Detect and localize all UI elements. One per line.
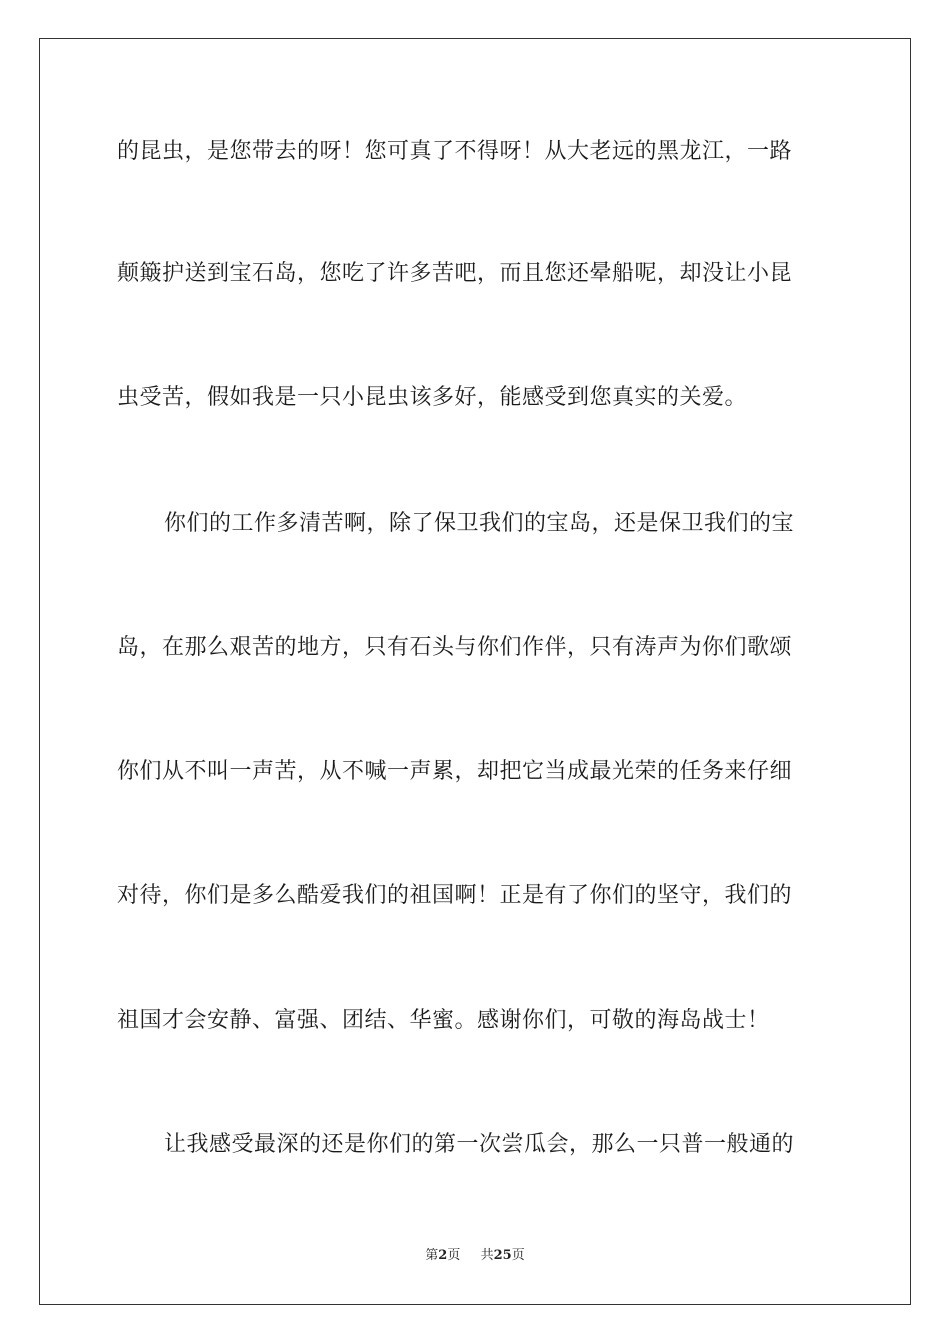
page-prefix: 第 [425, 1248, 439, 1263]
body-text-line: 虫受苦，假如我是一只小昆虫该多好，能感受到您真实的关爱。 [117, 385, 748, 410]
total-prefix: 共 [480, 1248, 494, 1263]
page-suffix: 页 [447, 1248, 461, 1263]
body-text-line: 祖国才会安静、富强、团结、华蜜。感谢你们，可敬的海岛战士！ [117, 1008, 770, 1033]
total-pages: 25 [493, 1248, 512, 1263]
paragraph-first-line: 你们的工作多清苦啊，除了保卫我们的宝岛，还是保卫我们的宝 [164, 511, 795, 536]
paragraph-first-line: 让我感受最深的还是你们的第一次尝瓜会，那么一只普一般通的 [164, 1132, 795, 1157]
page-number: 2 [438, 1248, 448, 1263]
body-text-line: 你们从不叫一声苦，从不喊一声累，却把它当成最光荣的任务来仔细 [117, 759, 793, 784]
page-footer [0, 1247, 950, 1265]
page-frame [39, 38, 911, 1305]
body-text-line: 的昆虫，是您带去的呀！您可真了不得呀！从大老远的黑龙江，一路 [117, 139, 793, 164]
body-text-line: 岛，在那么艰苦的地方，只有石头与你们作伴，只有涛声为你们歌颂 [117, 635, 793, 660]
body-text-line: 对待，你们是多么酷爱我们的祖国啊！正是有了你们的坚守，我们的 [117, 883, 793, 908]
body-text-line: 颠簸护送到宝石岛，您吃了许多苦吧，而且您还晕船呢，却没让小昆 [117, 261, 793, 286]
total-suffix: 页 [511, 1248, 525, 1263]
